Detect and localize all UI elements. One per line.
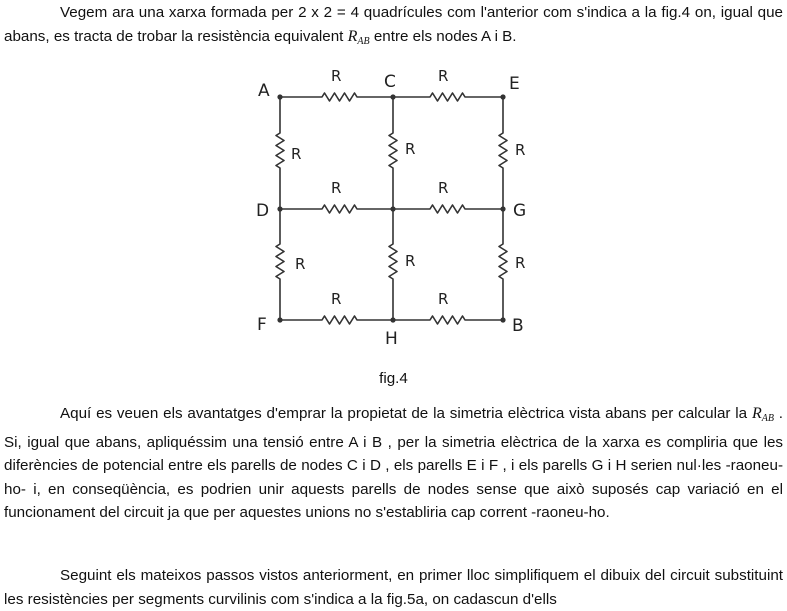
- resistor-label-center-h: R: [405, 252, 416, 270]
- resistor-label-fh: R: [331, 290, 342, 308]
- node-dot-c: [390, 94, 395, 99]
- math-rab: $R_{AB}$: [347, 27, 370, 47]
- resistor-label-df: R: [295, 255, 306, 273]
- paragraph-symmetry: [4, 402, 783, 525]
- figure-caption: fig.4: [379, 370, 408, 387]
- resistor-label-center-g: R: [438, 179, 449, 197]
- node-dot-center: [390, 206, 395, 211]
- node-label-g: G: [513, 201, 527, 221]
- node-label-b: B: [512, 316, 524, 336]
- resistor-label-ad: R: [291, 145, 302, 163]
- node-dot-d: [277, 206, 282, 211]
- node-label-c: C: [384, 72, 396, 92]
- node-dot-g: [500, 206, 505, 211]
- node-label-e: E: [509, 74, 520, 94]
- node-dot-a: [277, 94, 282, 99]
- math-rab-2: $R_{AB}$: [751, 405, 774, 424]
- paragraph-intro-tail: entre els nodes A i B.: [369, 27, 517, 45]
- paragraph-symmetry-tail: . Si, igual que abans, apliquéssim una tensió entre A i B , per la simetria elèctrica de la xarxa es compliria que les diferències de potencial entre els parells de nodes C i D , els parells E i F , i els parells G i H serien nul·les -raoneu-ho- i, en conseqüència, es podrien unir aquests parells de nodes sense que això suposés cap variació en el funcionament del circuit ja que per aquestes unions no s'establiria cap corrent -raoneu-ho.: [4, 405, 783, 522]
- resistor-label-ce: R: [438, 67, 449, 85]
- resistor-label-gb: R: [515, 254, 526, 272]
- resistor-label-eg: R: [515, 141, 526, 159]
- resistor-label-c-center: R: [405, 140, 416, 158]
- node-dot-b: [500, 317, 505, 322]
- node-label-d: D: [256, 201, 270, 221]
- node-dot-e: [500, 94, 505, 99]
- node-dot-f: [277, 317, 282, 322]
- node-dot-h: [390, 317, 395, 322]
- paragraph-next-steps-text: Seguint els mateixos passos vistos anteriorment, en primer lloc simplifiquem el dibuix del circuit substituint les resistències per segments curvilinis com s'indica a la fig.5a, on cadascun d'ells: [4, 567, 783, 608]
- node-label-h: H: [385, 329, 398, 349]
- node-label-a: A: [258, 81, 270, 101]
- paragraph-next-steps: [4, 564, 783, 611]
- resistor-label-hb: R: [438, 290, 449, 308]
- paragraph-symmetry-text: Aquí es veuen els avantatges d'emprar la propietat de la simetria elèctrica vista abans per calcular la: [60, 405, 752, 422]
- resistor-label-ac: R: [331, 67, 342, 85]
- node-label-f: F: [257, 315, 267, 335]
- resistor-label-d-center: R: [331, 179, 342, 197]
- paragraph-intro-text: Vegem ara una xarxa formada per 2 x 2 = 4 quadrícules com l'anterior com s'indica a la fig.4 on, igual que abans, es tracta de trobar la resistència equivalent: [4, 4, 783, 45]
